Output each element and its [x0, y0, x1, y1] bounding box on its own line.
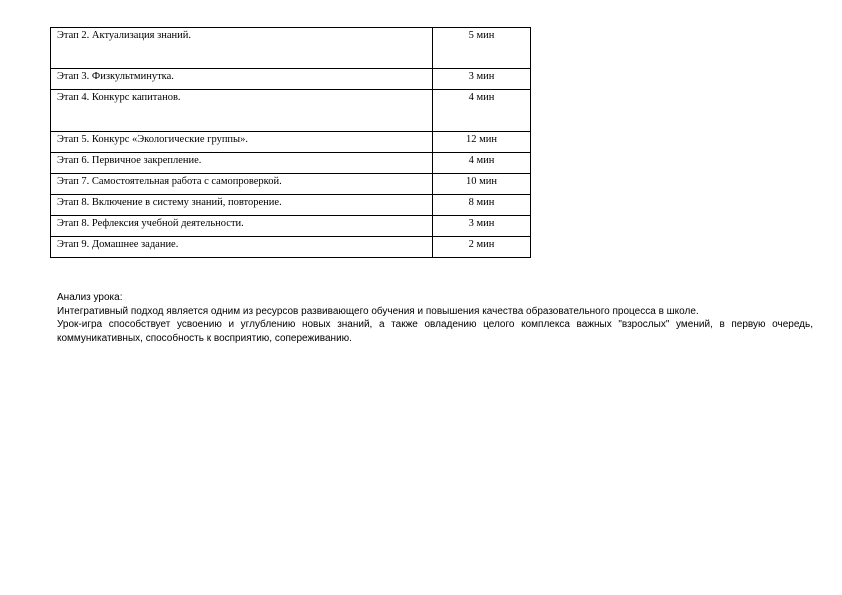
table-row	[51, 153, 531, 174]
stage-name: Этап 2. Актуализация знаний.	[51, 28, 433, 69]
analysis-heading: Анализ урока:	[57, 292, 123, 303]
table-row	[51, 216, 531, 237]
table-row	[51, 174, 531, 195]
stage-duration: 3 мин	[433, 69, 531, 90]
stage-name: Этап 7. Самостоятельная работа с самопроверкой.	[51, 174, 433, 195]
stage-duration: 3 мин	[433, 216, 531, 237]
stage-name: Этап 8. Рефлексия учебной деятельности.	[51, 216, 433, 237]
table-row	[51, 237, 531, 258]
analysis-paragraph: Урок-игра способствует усвоению и углублению новых знаний, а также овладению целого комплекса важных "взрослых" умений, в первую очередь, коммуникативных, способность к восприятию, сопереживанию.	[57, 319, 813, 344]
stage-duration: 10 мин	[433, 174, 531, 195]
stage-duration: 12 мин	[433, 132, 531, 153]
stage-name: Этап 9. Домашнее задание.	[51, 237, 433, 258]
lesson-stages-table	[50, 27, 531, 258]
table-row	[51, 132, 531, 153]
table-row	[51, 195, 531, 216]
stage-name: Этап 8. Включение в систему знаний, повторение.	[51, 195, 433, 216]
stage-duration: 4 мин	[433, 153, 531, 174]
stage-duration: 2 мин	[433, 237, 531, 258]
stage-name: Этап 6. Первичное закрепление.	[51, 153, 433, 174]
stage-duration: 4 мин	[433, 90, 531, 132]
stage-name: Этап 5. Конкурс «Экологические группы».	[51, 132, 433, 153]
stage-name: Этап 3. Физкультминутка.	[51, 69, 433, 90]
table-row	[51, 28, 531, 69]
table-row	[51, 69, 531, 90]
stage-duration: 5 мин	[433, 28, 531, 69]
stage-duration: 8 мин	[433, 195, 531, 216]
analysis-paragraph: Интегративный подход является одним из ресурсов развивающего обучения и повышения качества образовательного процесса в школе.	[57, 305, 699, 317]
stage-name: Этап 4. Конкурс капитанов.	[51, 90, 433, 132]
table-row	[51, 90, 531, 132]
lesson-analysis	[57, 291, 813, 345]
